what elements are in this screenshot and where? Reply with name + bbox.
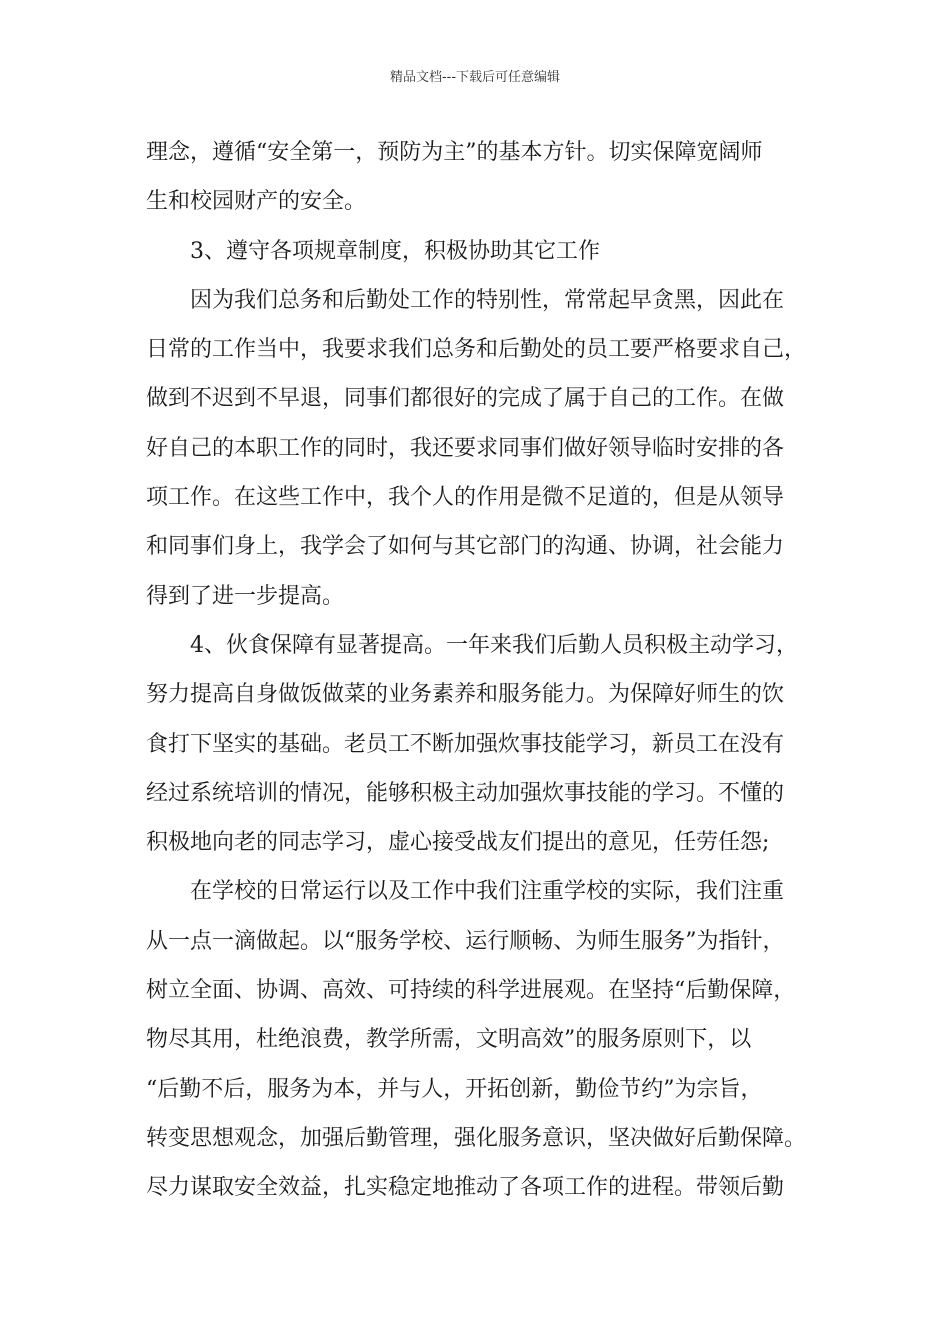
text-line: 食打下坚实的基础。老员工不断加强炊事技能学习，新员工在没有: [146, 731, 785, 757]
text-line: 积极地向老的同志学习，虚心接受战友们提出的意见，任劳任怨;: [146, 830, 770, 856]
text-line: 日常的工作当中，我要求我们总务和后勤处的员工要严格要求自己，: [146, 337, 807, 363]
text-line: 4、伙食保障有显著提高。一年来我们后勤人员积极主动学习，: [190, 632, 798, 658]
text-line: 理念，遵循“安全第一，预防为主”的基本方针。切实保障宽阔师: [146, 140, 763, 165]
page-header: 精品文档---下载后可任意编辑: [389, 70, 561, 85]
text-line: 在学校的日常运行以及工作中我们注重学校的实际，我们注重: [190, 879, 785, 905]
text-line: 树立全面、协调、高效、可持续的科学进展观。在坚持“后勤保障，: [146, 978, 796, 1004]
text-line: 好自己的本职工作的同时，我还要求同事们做好领导临时安排的各: [146, 435, 785, 461]
text-line: 努力提高自身做饭做菜的业务素养和服务能力。为保障好师生的饮: [146, 682, 785, 708]
text-line: “后勤不后，服务为本，并与人，开拓创新，勤俭节约”为宗旨，: [146, 1076, 763, 1102]
text-line: 从一点一滴做起。以“服务学校、运行顺畅、为师生服务”为指针，: [146, 928, 785, 954]
text-line: 尽力谋取安全效益，扎实稳定地推动了各项工作的进程。带领后勤: [146, 1175, 785, 1201]
text-line: 3、遵守各项规章制度，积极协助其它工作: [190, 238, 600, 264]
text-line: 经过系统培训的情况，能够积极主动加强炊事技能的学习。不懂的: [146, 780, 785, 806]
text-line: 生和校园财产的安全。: [146, 189, 367, 215]
text-line: 转变思想观念，加强后勤管理，强化服务意识，坚决做好后勤保障。: [146, 1125, 807, 1151]
text-line: 项工作。在这些工作中，我个人的作用是微不足道的，但是从领导: [146, 485, 785, 511]
text-line: 因为我们总务和后勤处工作的特别性，常常起早贪黑，因此在: [190, 287, 785, 313]
text-line: 物尽其用，杜绝浪费，教学所需，文明高效”的服务原则下，以: [146, 1027, 752, 1053]
document-body: [146, 128, 822, 1213]
text-line: 得到了进一步提高。: [146, 583, 345, 609]
text-line: 做到不迟到不早退，同事们都很好的完成了属于自己的工作。在做: [146, 386, 785, 412]
text-line: 和同事们身上，我学会了如何与其它部门的沟通、协调，社会能力: [146, 534, 785, 560]
